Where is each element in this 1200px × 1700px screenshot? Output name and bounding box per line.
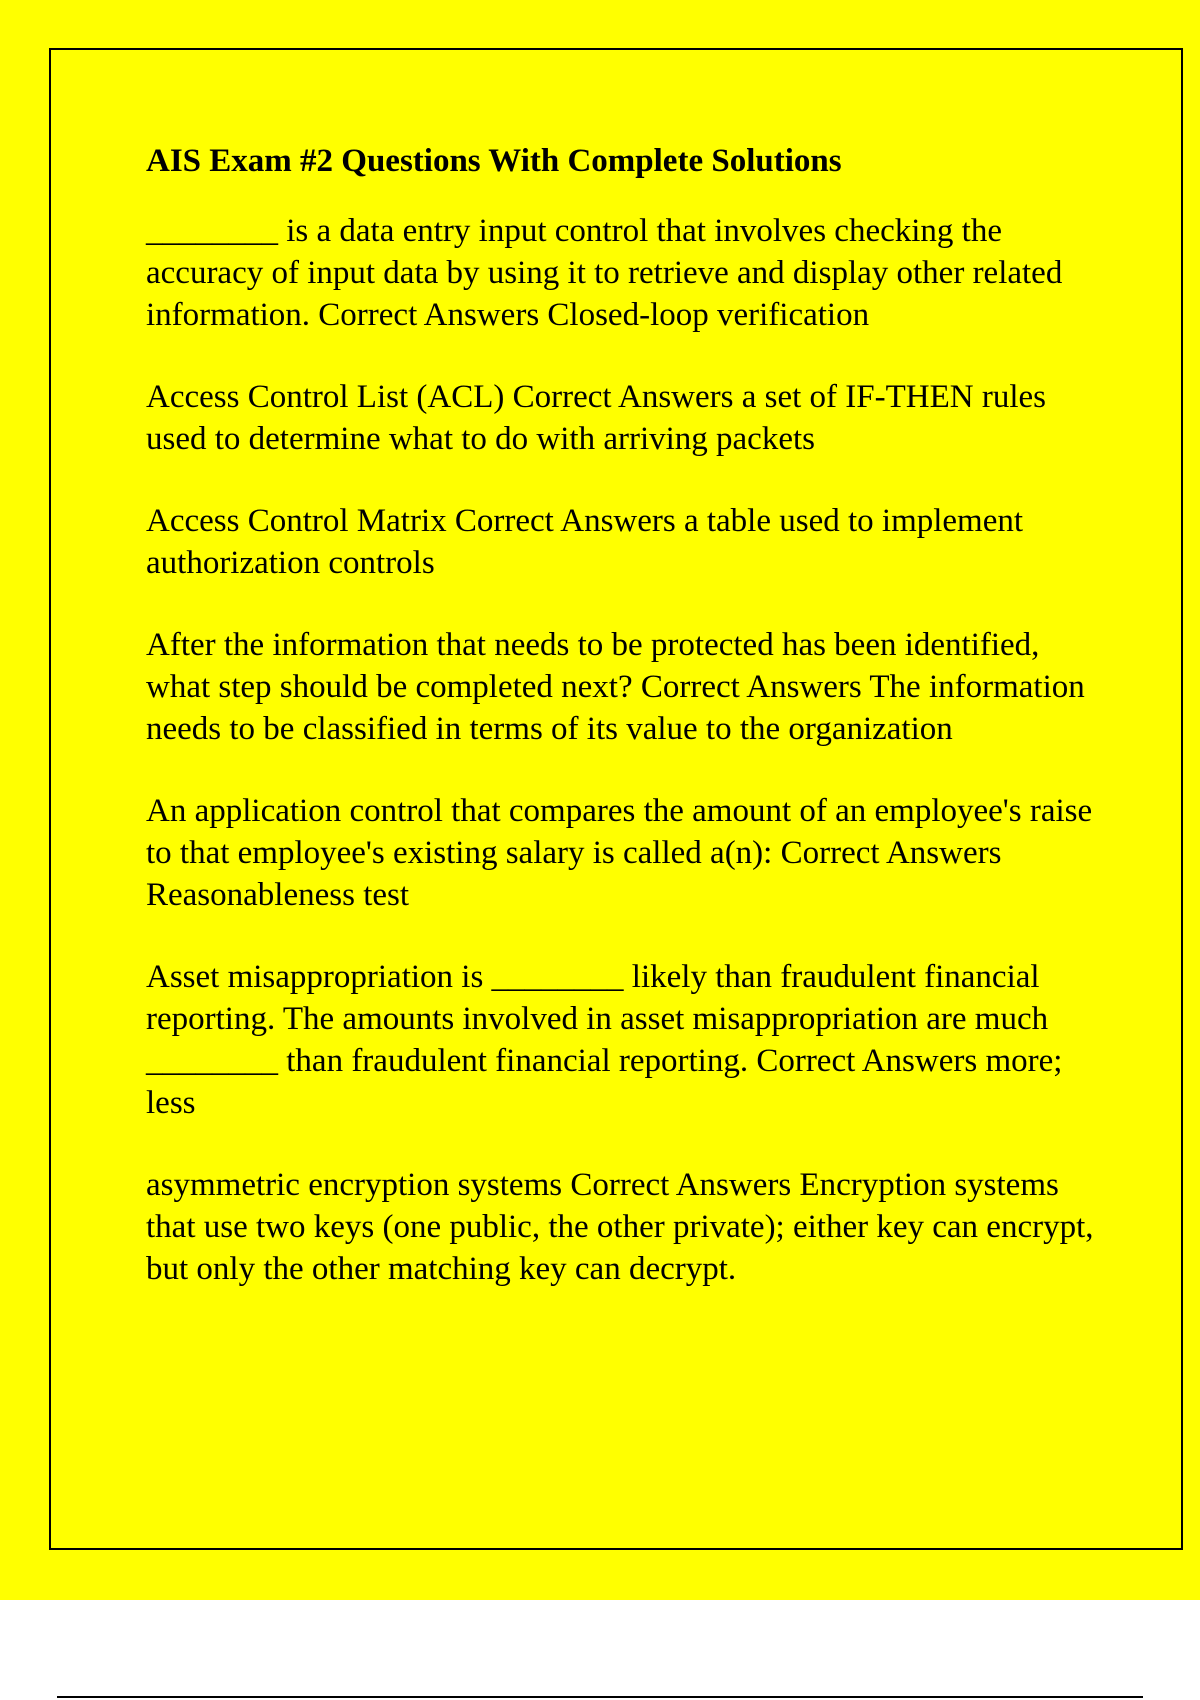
qa-entry: ________ is a data entry input control that involves checking the accuracy of input data by using it to retrieve and display other related information. Correct Answers Closed-loop verification xyxy=(146,213,1063,333)
qa-entry: Asset misappropriation is ________ likely than fraudulent financial reporting. The amounts involved in asset misappropriation are much ________ than fraudulent financial reporting. Correct Answers more; less xyxy=(146,959,1063,1121)
document-title: AIS Exam #2 Questions With Complete Solutions xyxy=(146,143,842,179)
qa-entry: Access Control Matrix Correct Answers a table used to implement authorization controls xyxy=(146,503,1024,581)
footer-divider xyxy=(57,1696,1143,1698)
document-content xyxy=(146,140,1096,1330)
qa-entry: After the information that needs to be protected has been identified, what step should be completed next? Correct Answers The information needs to be classified in terms of its value to the organization xyxy=(146,627,1085,747)
qa-entry: An application control that compares the amount of an employee's raise to that employee's existing salary is called a(n): Correct Answers Reasonableness test xyxy=(146,793,1093,913)
qa-entry: Access Control List (ACL) Correct Answers a set of IF-THEN rules used to determine what to do with arriving packets xyxy=(146,379,1046,457)
qa-entry: asymmetric encryption systems Correct Answers Encryption systems that use two keys (one public, the other private); either key can encrypt, but only the other matching key can decrypt. xyxy=(146,1167,1094,1287)
